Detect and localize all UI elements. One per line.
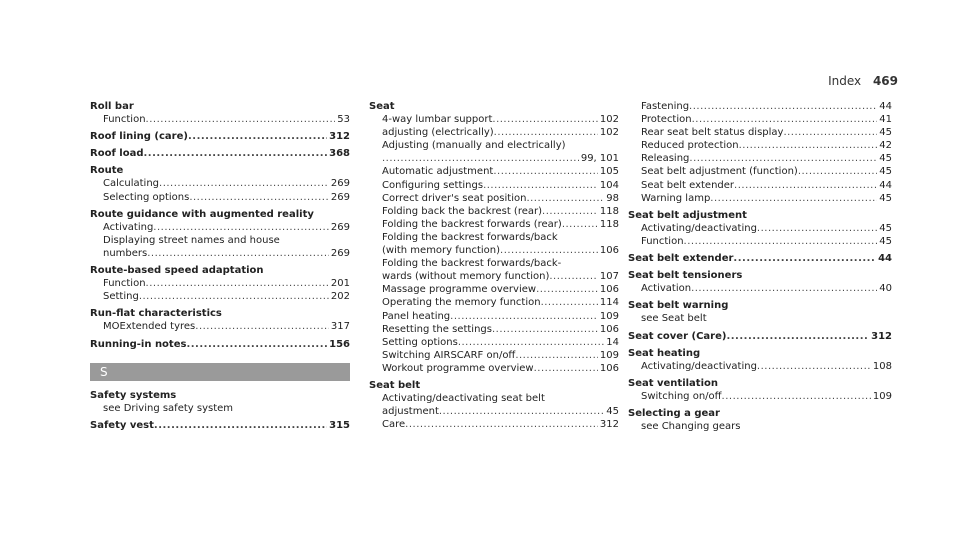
entry-label: Releasing [641, 153, 690, 165]
entry-page: 102 [599, 114, 619, 126]
entry-label: Safety systems [90, 389, 177, 401]
entry-page: 45 [606, 406, 619, 418]
entry-label: Seat belt extender [641, 179, 735, 191]
dot-leader [733, 252, 876, 265]
entry-page: 106 [599, 245, 619, 257]
sub-entry-label: Activating/deactivating seat belt [382, 393, 545, 405]
entry-label: Seat belt warning [628, 300, 729, 312]
sub-entry [90, 177, 350, 190]
section-letter: S [100, 364, 108, 379]
entry-page: 312 [599, 419, 619, 431]
index-entry [90, 164, 350, 203]
dot-leader [684, 235, 878, 248]
entry-label: Massage programme overview [382, 284, 537, 296]
entry-page: 45 [879, 153, 892, 165]
dot-leader [483, 179, 598, 192]
entry-label: Setting [103, 291, 139, 303]
entry-label: Route guidance with augmented reality [90, 208, 314, 220]
entry-label: Activating/deactivating [641, 360, 757, 372]
dot-leader [405, 418, 598, 431]
entry-page: 201 [330, 278, 350, 290]
dot-leader [143, 147, 327, 160]
entry-label: Run-flat characteristics [90, 308, 222, 320]
index-entry [369, 379, 619, 431]
dot-leader [153, 221, 329, 234]
sub-entry [369, 192, 619, 205]
entry-page: 53 [337, 114, 350, 126]
entry-label: Calculating [103, 178, 160, 190]
entry-label: Selecting a gear [628, 407, 720, 419]
entry-page: 109 [599, 349, 619, 361]
entry-label: Rear seat belt status display [641, 127, 784, 139]
entry-heading [628, 299, 892, 312]
sub-entry [369, 165, 619, 178]
entry-heading [628, 377, 892, 390]
entry-label: Care [382, 419, 406, 431]
sub-entry [369, 310, 619, 323]
index-column-3 [628, 100, 892, 433]
entry-page: 45 [879, 235, 892, 247]
dot-leader [722, 390, 871, 403]
entry-label: Roll bar [90, 101, 134, 112]
dot-leader [734, 179, 877, 192]
entry-heading [628, 347, 892, 360]
entry-page: 44 [879, 101, 892, 112]
entry-heading [628, 330, 892, 343]
sub-entry-label: Folding the backrest forwards/back- [382, 258, 562, 270]
entry-label: Running-in notes [90, 338, 187, 350]
sub-entry-label: Adjusting (manually and electrically) [382, 140, 566, 152]
entry-label: Reduced protection [641, 140, 739, 152]
entry-page: 269 [330, 221, 350, 233]
sub-entry [90, 277, 350, 290]
index-entry [90, 419, 350, 432]
entry-label: Activation [641, 283, 692, 295]
sub-entry-label: Folding the backrest forwards/back [382, 231, 558, 243]
sub-entry [628, 312, 892, 325]
entry-label: Protection [641, 114, 692, 126]
index-entry [628, 330, 892, 343]
index-entry [90, 307, 350, 333]
entry-label: Safety vest [90, 419, 154, 431]
sub-entry [90, 221, 350, 234]
entry-heading [90, 338, 350, 351]
entry-label: Automatic adjustment [382, 166, 494, 178]
entry-page: 45 [879, 192, 892, 204]
entry-label: Activating [103, 221, 154, 233]
entry-heading [90, 419, 350, 432]
sub-entry [369, 405, 619, 418]
sub-entry [369, 323, 619, 336]
sub-entry [369, 179, 619, 192]
sub-entry [628, 139, 892, 152]
dot-leader [515, 349, 598, 362]
entry-label: Seat belt adjustment [628, 209, 747, 221]
sub-entry [90, 247, 350, 260]
sub-entry [628, 420, 892, 433]
entry-page: 269 [330, 191, 350, 203]
entry-label: adjustment [382, 406, 439, 418]
sub-entry [369, 218, 619, 231]
sub-entry [369, 418, 619, 431]
entry-label: Selecting options [103, 191, 190, 203]
entry-page: 98 [606, 192, 619, 204]
dot-leader [562, 218, 598, 231]
entry-page: 312 [871, 330, 892, 342]
entry-label: Seat belt tensioners [628, 270, 743, 282]
index-column-1 [90, 100, 350, 432]
entry-label: Seat belt extender [628, 253, 734, 265]
entry-label: adjusting (electrically) [382, 127, 494, 139]
entry-heading [90, 130, 350, 143]
index-entry [90, 264, 350, 303]
dot-leader [146, 113, 336, 126]
sub-entry [369, 349, 619, 362]
entry-heading [90, 164, 350, 177]
dot-leader [494, 126, 598, 139]
entry-label: Seat cover (Care) [628, 330, 727, 342]
sub-entry [369, 362, 619, 375]
dot-leader [798, 165, 877, 178]
dot-leader [493, 165, 598, 178]
entry-label: wards (without memory function) [382, 271, 550, 283]
index-entry [628, 252, 892, 265]
index-column-2 [369, 100, 619, 431]
sub-entry [628, 222, 892, 235]
entry-heading [369, 379, 619, 392]
index-entry [628, 269, 892, 295]
sub-entry [369, 283, 619, 296]
sub-entry [369, 336, 619, 349]
entry-heading [90, 307, 350, 320]
dot-leader [139, 290, 329, 303]
entry-label: see Seat belt [641, 313, 707, 325]
entry-page: 45 [879, 166, 892, 178]
entry-heading [628, 209, 892, 222]
entry-page: 118 [599, 218, 619, 230]
entry-heading [628, 407, 892, 420]
index-entry [628, 377, 892, 403]
entry-page: 114 [599, 297, 619, 309]
dot-leader [534, 362, 598, 375]
sub-entry [90, 191, 350, 204]
entry-label: 4-way lumbar support [382, 114, 493, 126]
dot-leader [450, 310, 598, 323]
entry-page: 108 [872, 360, 892, 372]
sub-entry [628, 165, 892, 178]
sub-entry [369, 152, 619, 165]
dot-leader [549, 270, 598, 283]
dot-leader [186, 338, 327, 351]
index-entry [90, 389, 350, 415]
dot-leader [492, 323, 598, 336]
sub-entry [628, 235, 892, 248]
entry-label: Warning lamp [641, 192, 711, 204]
dot-leader [689, 152, 877, 165]
entry-page: 102 [599, 127, 619, 139]
entry-heading [90, 264, 350, 277]
entry-label: Seat belt [369, 379, 421, 391]
page-header [828, 74, 898, 88]
dot-leader [382, 152, 579, 165]
sub-entry [628, 126, 892, 139]
entry-label: Roof load [90, 148, 144, 160]
sub-entry [369, 296, 619, 309]
entry-label: Correct driver's seat position [382, 192, 527, 204]
sub-entry-label: Displaying street names and house [103, 234, 280, 246]
entry-label: Folding the backrest forwards (rear) [382, 218, 562, 230]
entry-label: Activating/deactivating [641, 222, 757, 234]
entry-label: Route-based speed adaptation [90, 265, 264, 277]
entry-label: Seat [369, 101, 395, 112]
index-entry [90, 100, 350, 126]
entry-label: Switching AIRSCARF on/off [382, 349, 516, 361]
entry-heading [369, 100, 619, 113]
entry-label: see Changing gears [641, 421, 741, 433]
entry-heading [628, 269, 892, 282]
entry-page: 44 [879, 179, 892, 191]
sub-entry [628, 360, 892, 373]
dot-leader [541, 296, 598, 309]
page-number: 469 [872, 74, 898, 88]
entry-label: Setting options [382, 336, 458, 348]
dot-leader [159, 177, 329, 190]
entry-label: Function [103, 114, 146, 126]
dot-leader [783, 126, 877, 139]
index-entry [628, 209, 892, 248]
dot-leader [154, 419, 327, 432]
entry-label: Switching on/off [641, 390, 722, 402]
entry-label: Roof lining (care) [90, 131, 188, 143]
sub-entry [369, 113, 619, 126]
dot-leader [492, 113, 598, 126]
entry-label: Seat belt adjustment (function) [641, 166, 798, 178]
entry-heading [628, 252, 892, 265]
entry-label: Folding back the backrest (rear) [382, 205, 543, 217]
sub-entry [628, 100, 892, 113]
index-entry [90, 147, 350, 160]
entry-page: 99, 101 [580, 153, 619, 165]
dot-leader [757, 360, 871, 373]
entry-heading [90, 389, 350, 402]
dot-leader [689, 100, 877, 113]
entry-page: 109 [872, 390, 892, 402]
entry-page: 312 [329, 131, 350, 143]
entry-page: 106 [599, 323, 619, 335]
sub-entry [628, 390, 892, 403]
dot-leader [710, 192, 877, 205]
dot-leader [147, 247, 329, 260]
entry-label: Configuring settings [382, 179, 484, 191]
entry-label: Panel heating [382, 310, 451, 322]
index-entry [628, 407, 892, 433]
dot-leader [189, 191, 329, 204]
sub-entry [628, 152, 892, 165]
sub-entry [628, 192, 892, 205]
entry-page: 106 [599, 362, 619, 374]
entry-label: Workout programme overview [382, 362, 534, 374]
entry-page: 269 [330, 178, 350, 190]
dot-leader [439, 405, 604, 418]
dot-leader [692, 113, 878, 126]
entry-label: Seat ventilation [628, 377, 718, 389]
sub-entry [90, 290, 350, 303]
dot-leader [188, 130, 327, 143]
entry-label: Seat heating [628, 347, 701, 359]
entry-page: 41 [879, 114, 892, 126]
index-entry [628, 100, 892, 205]
entry-label: MOExtended tyres [103, 321, 196, 333]
entry-heading [90, 208, 350, 221]
entry-page: 45 [879, 222, 892, 234]
entry-label: Fastening [641, 101, 690, 112]
dot-leader [195, 320, 329, 333]
entry-page: 42 [879, 140, 892, 152]
entry-page: 368 [329, 148, 350, 160]
entry-page: 106 [599, 284, 619, 296]
dot-leader [458, 336, 604, 349]
index-entry [90, 338, 350, 351]
entry-page: 44 [878, 253, 892, 265]
sub-entry [90, 402, 350, 415]
sub-entry [628, 179, 892, 192]
entry-page: 107 [599, 271, 619, 283]
entry-label: numbers [103, 247, 148, 259]
entry-heading [90, 147, 350, 160]
dot-leader [726, 330, 869, 343]
entry-page: 317 [330, 321, 350, 333]
dot-leader [739, 139, 878, 152]
sub-entry [369, 270, 619, 283]
entry-page: 45 [879, 127, 892, 139]
dot-leader [500, 244, 598, 257]
sub-entry [628, 113, 892, 126]
entry-page: 202 [330, 291, 350, 303]
dot-leader [526, 192, 604, 205]
dot-leader [146, 277, 329, 290]
index-entry [90, 130, 350, 143]
entry-page: 104 [599, 179, 619, 191]
entry-heading [90, 100, 350, 113]
header-title: Index [828, 74, 862, 88]
entry-page: 315 [329, 419, 350, 431]
sub-entry [90, 113, 350, 126]
section-letter-bar [90, 363, 350, 381]
entry-label: Route [90, 165, 124, 177]
entry-page: 269 [330, 247, 350, 259]
dot-leader [691, 282, 877, 295]
entry-page: 40 [879, 283, 892, 295]
entry-label: Function [641, 235, 684, 247]
entry-label: Function [103, 278, 146, 290]
entry-label: see Driving safety system [103, 402, 234, 414]
entry-label: (with memory function) [382, 245, 501, 257]
index-entry [90, 208, 350, 260]
entry-page: 118 [599, 205, 619, 217]
sub-entry [369, 244, 619, 257]
entry-page: 109 [599, 310, 619, 322]
index-entry [628, 347, 892, 373]
index-entry [369, 100, 619, 375]
sub-entry [369, 126, 619, 139]
index-entry [628, 299, 892, 325]
entry-page: 156 [329, 338, 350, 350]
entry-label: Resetting the settings [382, 323, 492, 335]
dot-leader [536, 283, 598, 296]
entry-page: 14 [606, 336, 619, 348]
entry-label: Operating the memory function [382, 297, 541, 309]
dot-leader [542, 205, 598, 218]
sub-entry [628, 282, 892, 295]
dot-leader [757, 222, 877, 235]
sub-entry [369, 205, 619, 218]
sub-entry [90, 320, 350, 333]
entry-page: 105 [599, 166, 619, 178]
